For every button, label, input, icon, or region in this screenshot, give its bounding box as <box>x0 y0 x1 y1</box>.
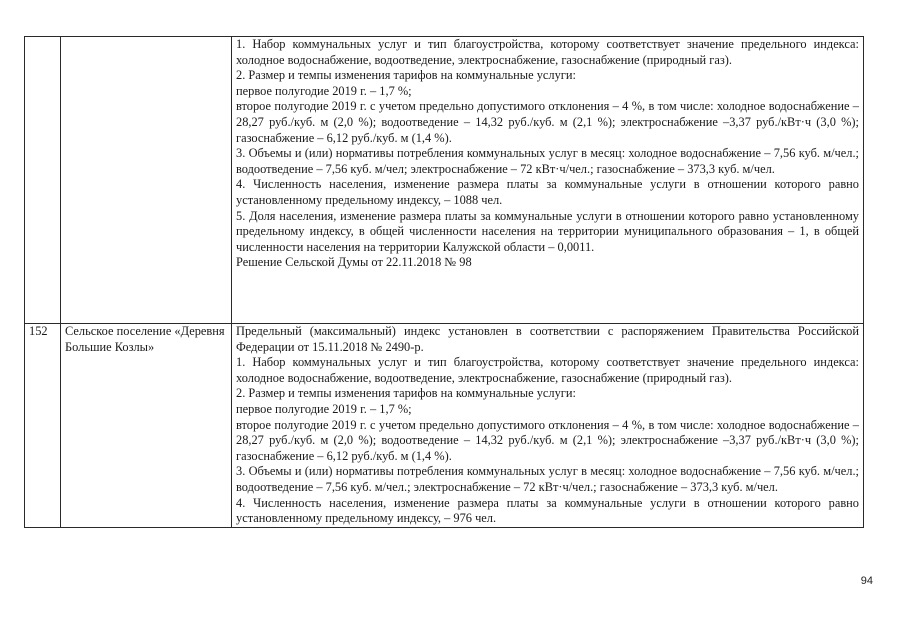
municipality-name-cell: Сельское поселение «Деревня Большие Козлы» <box>61 324 232 528</box>
table-row <box>25 37 864 324</box>
index-details-cell <box>232 324 864 528</box>
paragraph: 4. Численность населения, изменение размера платы за коммунальные услуги в отношении которого равно установленному предельному индексу, – 976 чел. <box>236 495 859 526</box>
row-number-cell <box>25 37 61 324</box>
municipality-name-cell <box>61 37 232 324</box>
paragraph: 1. Набор коммунальных услуг и тип благоустройства, которому соответствует значение предельного индекса: холодное водоснабжение, водоотведение, электроснабжение, газоснабжение (природный газ). <box>236 355 859 385</box>
index-details-cell <box>232 37 864 324</box>
decision-reference: Решение Сельской Думы от 22.11.2018 № 98 <box>236 255 472 270</box>
paragraph: 3. Объемы и (или) нормативы потребления коммунальных услуг в месяц: холодное водоснабжение – 7,56 куб. м/чел.; водоотведение – 7,56 куб. м/чел; электроснабжение – 72 кВт·ч/чел.; газоснабжение – 373,3 куб. м/чел. <box>236 146 859 176</box>
paragraph: первое полугодие 2019 г. – 1,7 %; <box>236 401 412 416</box>
table-row <box>25 324 864 528</box>
page-number: 94 <box>860 575 873 587</box>
paragraph: 1. Набор коммунальных услуг и тип благоустройства, которому соответствует значение предельного индекса: холодное водоснабжение, водоотведение, электроснабжение, газоснабжение (природный газ). <box>236 37 859 67</box>
paragraph: 3. Объемы и (или) нормативы потребления коммунальных услуг в месяц: холодное водоснабжение – 7,56 куб. м/чел.; водоотведение – 7,56 куб. м/чел.; электроснабжение – 72 кВт·ч/чел.; газоснабжение – 373,3 куб. м/чел. <box>236 464 859 494</box>
paragraph: Предельный (максимальный) индекс установлен в соответствии с распоряжением Правительства Российской Федерации от 15.11.2018 № 2490-р. <box>236 324 859 354</box>
paragraph: 5. Доля населения, изменение размера платы за коммунальные услуги в отношении которого равно установленному предельному индексу, в общей численности населения на территории муниципального образования – 1, в общей численности населения на территории Калужской области – 0,0011. <box>236 208 859 254</box>
paragraph: 4. Численность населения, изменение размера платы за коммунальные услуги в отношении которого равно установленному предельному индексу, – 1088 чел. <box>236 177 859 207</box>
tariff-table <box>24 36 864 528</box>
paragraph: второе полугодие 2019 г. с учетом предельно допустимого отклонения – 4 %, в том числе: холодное водоснабжение – 28,27 руб./куб. м (2,0 %); водоотведение – 14,32 руб./куб. м (2,1 %); электроснабжение –3,37 руб./кВт·ч (3,0 %); газоснабжение – 6,12 руб./куб. м (1,4 %). <box>236 417 859 463</box>
paragraph: 2. Размер и темпы изменения тарифов на коммунальные услуги: <box>236 386 576 401</box>
paragraph: первое полугодие 2019 г. – 1,7 %; <box>236 83 412 98</box>
paragraph: 2. Размер и темпы изменения тарифов на коммунальные услуги: <box>236 68 576 83</box>
paragraph: второе полугодие 2019 г. с учетом предельно допустимого отклонения – 4 %, в том числе: холодное водоснабжение – 28,27 руб./куб. м (2,0 %); водоотведение – 14,32 руб./куб. м (2,1 %); электроснабжение –3,37 руб./кВт·ч (3,0 %); газоснабжение – 6,12 руб./куб. м (1,4 %). <box>236 99 859 145</box>
row-number-cell: 152 <box>25 324 61 528</box>
